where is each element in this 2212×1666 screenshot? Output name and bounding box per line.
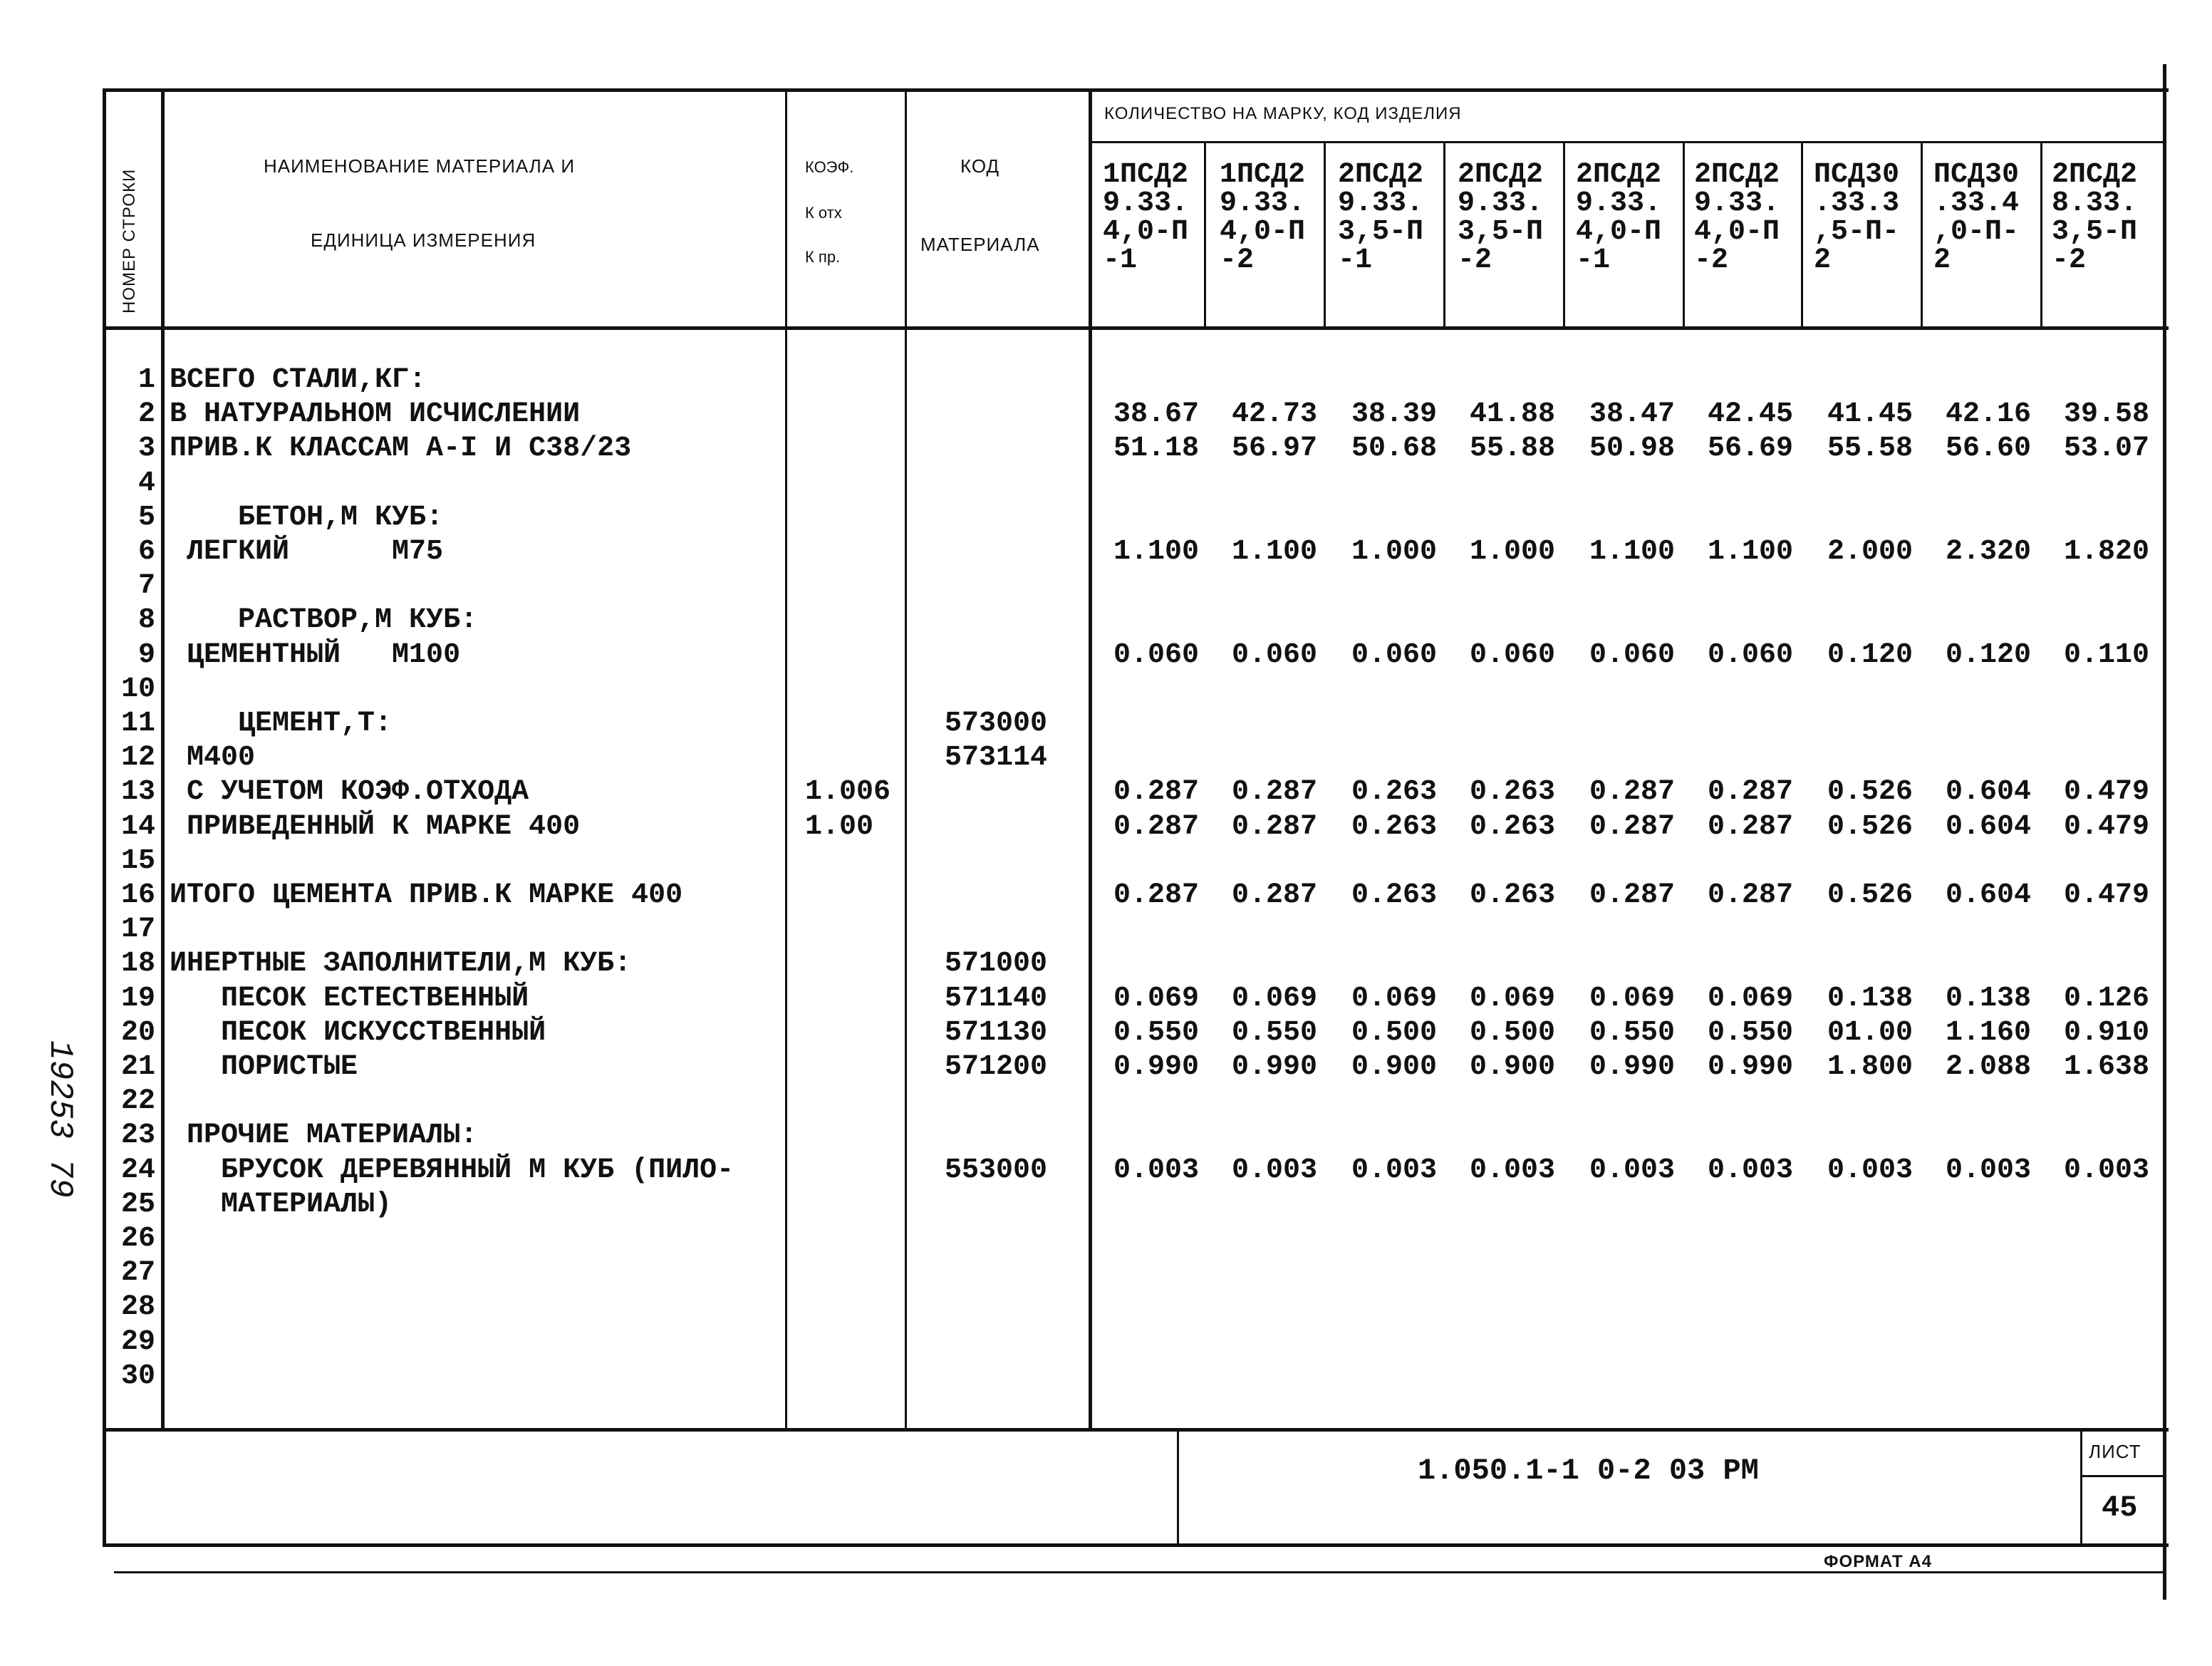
quantity-value: 0.550 (1707, 1016, 1794, 1049)
quantity-value: 0.263 (1351, 810, 1438, 843)
material-code: 571130 (945, 1016, 1048, 1049)
quantity-value: 56.97 (1231, 433, 1318, 465)
material-code: 573114 (945, 742, 1048, 775)
quantity-value: 0.069 (1231, 982, 1318, 1015)
quantity-value: 0.287 (1707, 776, 1794, 809)
quantity-value: 38.47 (1589, 398, 1676, 431)
code-header-line1: КОД (960, 155, 1000, 177)
row-number: 29 (120, 1325, 155, 1358)
mark-col-line (1921, 141, 1923, 328)
row-number: 15 (120, 844, 155, 877)
material-name: ПРИВЕДЕННЫЙ К МАРКЕ 400 (170, 810, 581, 843)
row-number: 22 (120, 1085, 155, 1118)
row-number: 3 (137, 433, 155, 465)
quantity-value: 01.00 (1827, 1016, 1914, 1049)
quantity-value: 0.500 (1469, 1016, 1556, 1049)
quantity-value: 0.990 (1231, 1051, 1318, 1083)
row-number: 10 (120, 673, 155, 705)
row-number: 23 (120, 1119, 155, 1152)
quantity-value: 2.088 (1945, 1051, 2032, 1083)
quantity-value: 0.900 (1351, 1051, 1438, 1083)
frame-bottom (103, 1543, 2169, 1547)
row-number: 18 (120, 948, 155, 981)
material-name: БРУСОК ДЕРЕВЯННЫЙ М КУБ (ПИЛО- (170, 1154, 734, 1186)
quantity-value: 42.45 (1707, 398, 1794, 431)
quantity-value: 0.138 (1945, 982, 2032, 1015)
row-number: 28 (120, 1291, 155, 1324)
quantity-value: 0.287 (1231, 776, 1318, 809)
quantity-value: 1.800 (1827, 1051, 1914, 1083)
material-name: ИНЕРТНЫЕ ЗАПОЛНИТЕЛИ,М КУБ: (170, 948, 632, 981)
quantity-value: 1.100 (1707, 536, 1794, 568)
quantity-value: 0.910 (2063, 1016, 2150, 1049)
quantity-value: 0.287 (1589, 776, 1676, 809)
quantity-value: 0.287 (1707, 879, 1794, 911)
material-code: 573000 (945, 708, 1048, 740)
name-header-line1: НАИМЕНОВАНИЕ МАТЕРИАЛА И (264, 155, 576, 177)
material-code: 553000 (945, 1154, 1048, 1186)
mark-header-9: 2ПСД2 8.33. 3,5-П -2 (2052, 159, 2138, 276)
title-block-divider (1177, 1428, 1179, 1545)
row-number: 17 (120, 914, 155, 946)
quantity-value: 39.58 (2063, 398, 2150, 431)
mark-header-1: 1ПСД2 9.33. 4,0-П -1 (1103, 159, 1189, 276)
mark-header-2: 1ПСД2 9.33. 4,0-П -2 (1220, 159, 1306, 276)
quantity-value: 0.060 (1469, 638, 1556, 671)
quantity-value: 42.16 (1945, 398, 2032, 431)
quantity-value: 56.69 (1707, 433, 1794, 465)
row-number: 24 (120, 1154, 155, 1186)
quantity-value: 1.638 (2063, 1051, 2150, 1083)
quantity-value: 50.68 (1351, 433, 1438, 465)
quantity-header-line (1089, 141, 2166, 143)
material-name: ВСЕГО СТАЛИ,КГ: (170, 364, 427, 396)
quantity-value: 0.069 (1589, 982, 1676, 1015)
quantity-value: 50.98 (1589, 433, 1676, 465)
quantity-value: 0.069 (1707, 982, 1794, 1015)
quantity-value: 0.003 (1827, 1154, 1914, 1186)
coef-header-line1: КОЭФ. (805, 158, 854, 176)
quantity-value: 0.263 (1469, 776, 1556, 809)
quantity-value: 41.45 (1827, 398, 1914, 431)
sheet-box-left (2080, 1428, 2082, 1545)
row-number: 20 (120, 1016, 155, 1049)
coefficient: 1.006 (805, 776, 891, 809)
row-number: 1 (137, 364, 155, 396)
margin-note: 19253 79 (41, 1040, 78, 1198)
quantity-value: 41.88 (1469, 398, 1556, 431)
quantity-value: 38.67 (1113, 398, 1200, 431)
row-number: 12 (120, 742, 155, 775)
quantity-value: 0.003 (1231, 1154, 1318, 1186)
mark-col-line (1324, 141, 1326, 328)
quantity-value: 0.990 (1589, 1051, 1676, 1083)
quantity-value: 42.73 (1231, 398, 1318, 431)
mark-header-5: 2ПСД2 9.33. 4,0-П -1 (1576, 159, 1662, 276)
quantity-value: 0.003 (1707, 1154, 1794, 1186)
quantity-value: 0.500 (1351, 1016, 1438, 1049)
quantity-value: 0.287 (1589, 810, 1676, 843)
document-code: 1.050.1-1 0-2 03 РМ (1418, 1454, 1759, 1488)
row-number: 2 (137, 398, 155, 431)
row-number: 30 (120, 1360, 155, 1392)
quantity-value: 0.526 (1827, 810, 1914, 843)
quantity-value: 0.604 (1945, 810, 2032, 843)
quantity-value: 1.000 (1351, 536, 1438, 568)
row-number: 6 (137, 536, 155, 568)
quantity-value: 1.100 (1231, 536, 1318, 568)
quantity-value: 0.120 (1827, 638, 1914, 671)
row-number-header: НОМЕР СТРОКИ (120, 168, 139, 314)
col-line-code (1089, 88, 1092, 1429)
quantity-value: 0.604 (1945, 776, 2032, 809)
quantity-value: 1.160 (1945, 1016, 2032, 1049)
mark-header-6: 2ПСД2 9.33. 4,0-П -2 (1694, 159, 1780, 276)
quantity-value: 56.60 (1945, 433, 2032, 465)
quantity-value: 0.110 (2063, 638, 2150, 671)
material-name: МАТЕРИАЛЫ) (170, 1188, 393, 1221)
quantity-value: 0.479 (2063, 879, 2150, 911)
quantity-value: 1.820 (2063, 536, 2150, 568)
quantity-value: 0.263 (1469, 879, 1556, 911)
quantity-value: 51.18 (1113, 433, 1200, 465)
material-code: 571000 (945, 948, 1048, 981)
quantity-value: 0.263 (1469, 810, 1556, 843)
quantity-value: 2.000 (1827, 536, 1914, 568)
sheet-number: 45 (2102, 1491, 2138, 1525)
row-number: 4 (137, 467, 155, 500)
row-number: 19 (120, 982, 155, 1015)
frame-top (103, 88, 2169, 92)
quantity-value: 0.287 (1231, 879, 1318, 911)
coef-header-line3: К пр. (805, 248, 841, 266)
quantity-value: 1.100 (1113, 536, 1200, 568)
material-name: М400 (170, 742, 256, 775)
quantity-value: 0.550 (1589, 1016, 1676, 1049)
quantity-value: 1.100 (1589, 536, 1676, 568)
mark-col-line (1801, 141, 1803, 328)
quantity-value: 0.120 (1945, 638, 2032, 671)
coef-header-line2: К отх (805, 204, 842, 222)
quantity-value: 0.003 (1351, 1154, 1438, 1186)
row-number: 27 (120, 1257, 155, 1290)
quantity-value: 0.263 (1351, 776, 1438, 809)
col-line-name (785, 88, 787, 1429)
quantity-value: 0.287 (1113, 810, 1200, 843)
material-code: 571200 (945, 1051, 1048, 1083)
material-name: С УЧЕТОМ КОЭФ.ОТХОДА (170, 776, 529, 809)
quantity-value: 0.060 (1231, 638, 1318, 671)
quantity-header: КОЛИЧЕСТВО НА МАРКУ, КОД ИЗДЕЛИЯ (1104, 104, 1462, 123)
quantity-value: 0.263 (1351, 879, 1438, 911)
row-number: 5 (137, 501, 155, 534)
row-number: 26 (120, 1223, 155, 1255)
coefficient: 1.00 (805, 810, 874, 843)
code-header-line2: МАТЕРИАЛА (920, 234, 1040, 255)
quantity-value: 0.287 (1707, 810, 1794, 843)
material-name: ИТОГО ЦЕМЕНТА ПРИВ.К МАРКЕ 400 (170, 879, 683, 911)
quantity-value: 0.287 (1589, 879, 1676, 911)
mark-col-line (1683, 141, 1685, 328)
sheet-label: ЛИСТ (2089, 1441, 2141, 1462)
quantity-value: 0.479 (2063, 776, 2150, 809)
quantity-value: 0.526 (1827, 879, 1914, 911)
material-name: ПЕСОК ИСКУССТВЕННЫЙ (170, 1016, 546, 1049)
table-bottom-line (103, 1428, 2169, 1432)
mark-header-7: ПСД30 .33.3 ,5-П- 2 (1814, 159, 1900, 276)
quantity-value: 0.900 (1469, 1051, 1556, 1083)
quantity-value: 0.003 (1469, 1154, 1556, 1186)
quantity-value: 0.069 (1351, 982, 1438, 1015)
quantity-value: 0.604 (1945, 879, 2032, 911)
quantity-value: 0.287 (1231, 810, 1318, 843)
quantity-value: 0.138 (1827, 982, 1914, 1015)
quantity-value: 0.060 (1707, 638, 1794, 671)
quantity-value: 0.990 (1707, 1051, 1794, 1083)
quantity-value: 0.526 (1827, 776, 1914, 809)
mark-header-8: ПСД30 .33.4 ,0-П- 2 (1933, 159, 2020, 276)
quantity-value: 0.550 (1231, 1016, 1318, 1049)
material-name: ПРОЧИЕ МАТЕРИАЛЫ: (170, 1119, 478, 1152)
quantity-value: 0.003 (1589, 1154, 1676, 1186)
material-name: ПЕСОК ЕСТЕСТВЕННЫЙ (170, 982, 529, 1015)
mark-col-line (1443, 141, 1445, 328)
row-number: 16 (120, 879, 155, 911)
quantity-value: 0.550 (1113, 1016, 1200, 1049)
name-header-line2: ЕДИНИЦА ИЗМЕРЕНИЯ (311, 229, 536, 251)
quantity-value: 0.069 (1113, 982, 1200, 1015)
quantity-value: 0.060 (1589, 638, 1676, 671)
row-number: 14 (120, 810, 155, 843)
quantity-value: 0.990 (1113, 1051, 1200, 1083)
quantity-value: 0.069 (1469, 982, 1556, 1015)
row-number: 11 (120, 708, 155, 740)
quantity-value: 53.07 (2063, 433, 2150, 465)
material-name: ЦЕМЕНТ,Т: (170, 708, 393, 740)
material-name: В НАТУРАЛЬНОМ ИСЧИСЛЕНИИ (170, 398, 581, 431)
quantity-value: 0.126 (2063, 982, 2150, 1015)
row-number: 9 (137, 638, 155, 671)
quantity-value: 55.58 (1827, 433, 1914, 465)
quantity-value: 0.479 (2063, 810, 2150, 843)
format-label: ФОРМАТ А4 (1824, 1552, 1932, 1571)
quantity-value: 0.003 (1113, 1154, 1200, 1186)
row-number: 7 (137, 570, 155, 603)
quantity-value: 0.003 (1945, 1154, 2032, 1186)
row-number: 25 (120, 1188, 155, 1221)
header-bottom-line (103, 326, 2169, 330)
quantity-value: 38.39 (1351, 398, 1438, 431)
quantity-value: 2.320 (1945, 536, 2032, 568)
material-code: 571140 (945, 982, 1048, 1015)
material-name: ПРИВ.К КЛАССАМ А-I И С38/23 (170, 433, 632, 465)
mark-col-line (1563, 141, 1565, 328)
material-name: ЦЕМЕНТНЫЙ М100 (170, 638, 461, 671)
col-line-coef (905, 88, 907, 1429)
row-number: 21 (120, 1051, 155, 1083)
quantity-value: 55.88 (1469, 433, 1556, 465)
mark-header-3: 2ПСД2 9.33. 3,5-П -1 (1338, 159, 1424, 276)
material-name: ПОРИСТЫЕ (170, 1051, 358, 1083)
quantity-value: 0.287 (1113, 879, 1200, 911)
sheet-box-divider (2080, 1475, 2164, 1477)
quantity-value: 0.287 (1113, 776, 1200, 809)
material-name: ЛЕГКИЙ М75 (170, 536, 444, 568)
quantity-value: 0.060 (1351, 638, 1438, 671)
quantity-value: 0.060 (1113, 638, 1200, 671)
row-number: 13 (120, 776, 155, 809)
mark-col-line (2040, 141, 2042, 328)
row-number: 8 (137, 604, 155, 637)
col-line-rownum (161, 88, 165, 1429)
quantity-value: 0.003 (2063, 1154, 2150, 1186)
mark-header-4: 2ПСД2 9.33. 3,5-П -2 (1458, 159, 1544, 276)
material-name: БЕТОН,М КУБ: (170, 501, 444, 534)
quantity-value: 1.000 (1469, 536, 1556, 568)
mark-col-line (1204, 141, 1206, 328)
material-name: РАСТВОР,М КУБ: (170, 604, 478, 637)
